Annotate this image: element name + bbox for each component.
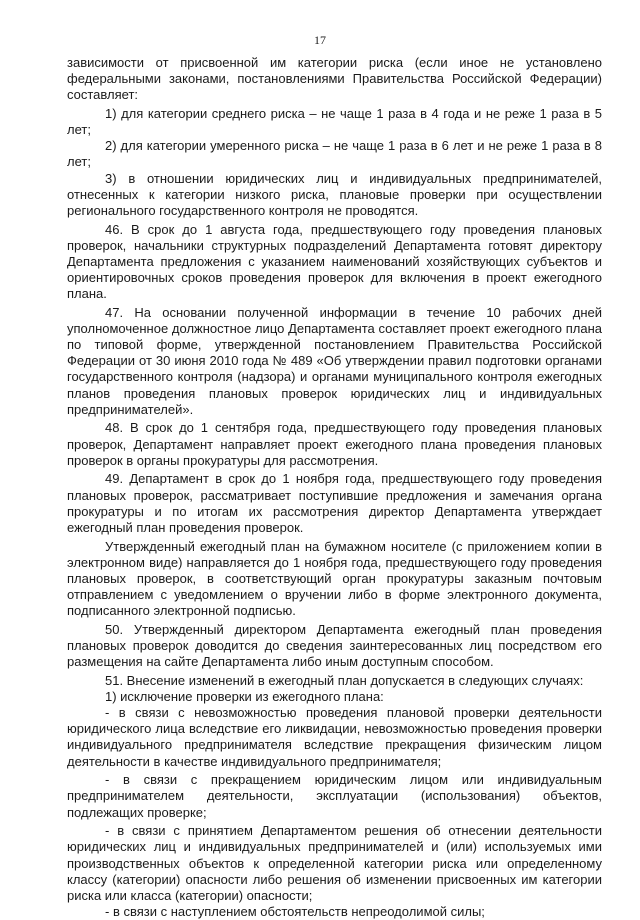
- paragraph-51: 51. Внесение изменений в ежегодный план допускается в следующих случаях:: [105, 672, 584, 688]
- list-item-termination: - в связи с прекращением юридическим лицом или индивидуальным предпринимателем деятельности, эксплуатации (использования) объектов, подлежащих проверке;: [67, 772, 602, 820]
- page-number: 17: [314, 33, 326, 47]
- paragraph-medium-risk: 1) для категории среднего риска – не чаще 1 раза в 4 года и не реже 1 раза в 5 лет;: [67, 105, 602, 138]
- list-item-exclusion: 1) исключение проверки из ежегодного плана:: [105, 688, 384, 704]
- paragraph-moderate-risk: 2) для категории умеренного риска – не чаще 1 раза в 6 лет и не реже 1 раза в 8 лет;: [67, 138, 602, 170]
- list-item-force-majeure: - в связи с наступлением обстоятельств непреодолимой силы;: [105, 903, 485, 919]
- list-item-liquidation: - в связи с невозможностью проведения плановой проверки деятельности юридического лица вследствие его ликвидации, невозможностью проведения проверки индивидуального предпринимателя вследствие прекращения физическим лицом деятельности в качестве индивидуального предпринимателя;: [67, 705, 602, 769]
- document-body: [67, 55, 602, 920]
- paragraph-50: 50. Утвержденный директором Департамента ежегодный план проведения плановых проверок доводится до сведения заинтересованных лиц посредством его размещения на сайте Департамента либо иным доступным способом.: [67, 621, 602, 670]
- paragraph-risk-intro: зависимости от присвоенной им категории риска (если иное не установлено федеральными законами, постановлениями Правительства Российской Федерации) составляет:: [67, 55, 602, 103]
- paragraph-47: 47. На основании полученной информации в течение 10 рабочих дней уполномоченное должностное лицо Департамента составляет проект ежегодного плана по типовой форме, утвержденной постановлением Правительства Российской Федерации от 30 июня 2010 года № 489 «Об утверждении правил подготовки органами государственного контроля (надзора) и органами муниципального контроля ежегодных планов проведения плановых проверок юридических лиц и индивидуальных предпринимателей».: [67, 304, 602, 417]
- paragraph-49: 49. Департамент в срок до 1 ноября года, предшествующего году проведения плановых проверок, рассматривает поступившие предложения и замечания органа прокуратуры и по итогам их рассмотрения директор Департамента утверждает ежегодный план проведения проверок.: [67, 471, 602, 535]
- paragraph-48: 48. В срок до 1 сентября года, предшествующего году проведения плановых проверок, Департамент направляет проект ежегодного плана проведения плановых проверок в органы прокуратуры для рассмотрения.: [67, 420, 602, 468]
- list-item-risk-category: - в связи с принятием Департаментом решения об отнесении деятельности юридических лиц и индивидуальных предпринимателей и (или) используемых ими производственных объектов к определенной категории риска или определенному классу (категории) опасности либо решения об изменении присвоенных им категории риска или класса (категории) опасности;: [67, 823, 602, 903]
- paragraph-low-risk: 3) в отношении юридических лиц и индивидуальных предпринимателей, отнесенных к категории низкого риска, плановые проверки при осуществлении регионального государственного контроля не проводятся.: [67, 170, 602, 218]
- paragraph-approved-plan: Утвержденный ежегодный план на бумажном носителе (с приложением копии в электронном виде) направляется до 1 ноября года, предшествующего году проведения плановых проверок, в соответствующий орган прокуратуры заказным почтовым отправлением с уведомлением о вручении либо в форме электронного документа, подписанного электронной подписью.: [67, 538, 602, 619]
- paragraph-46: 46. В срок до 1 августа года, предшествующего году проведения плановых проверок, начальники структурных подразделений Департамента готовят директору Департамента предложения с указанием наименований хозяйствующих субъектов и ориентировочных сроков проведения проверок для включения в проект ежегодного плана.: [67, 221, 602, 302]
